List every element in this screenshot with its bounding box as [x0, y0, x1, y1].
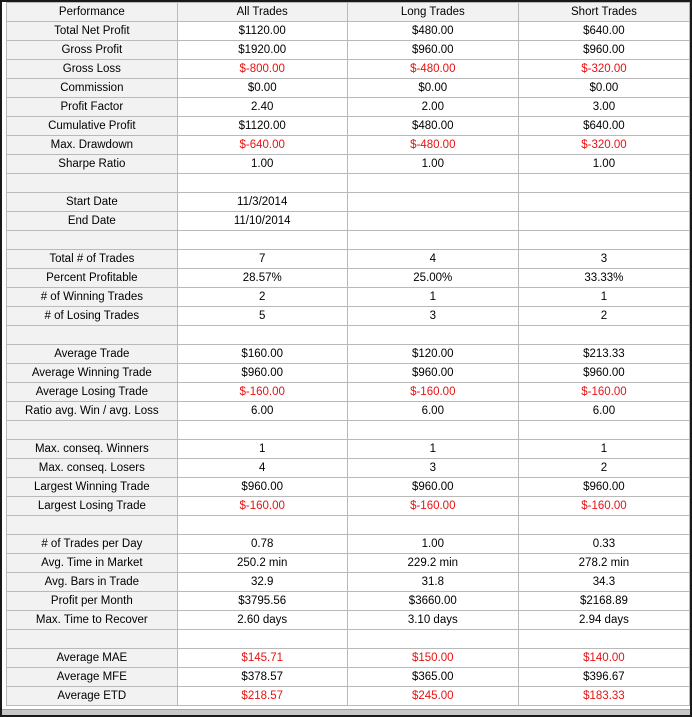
table-row[interactable]: [7, 98, 690, 117]
performance-table: [6, 2, 690, 706]
table-header-row: [7, 3, 690, 22]
cell-all-trades: $145.71: [177, 649, 347, 668]
cell-short-trades: 34.3: [518, 573, 689, 592]
table-row[interactable]: [7, 364, 690, 383]
cell-long-trades: 25.00%: [347, 269, 518, 288]
cell-all-trades: 0.78: [177, 535, 347, 554]
row-label: [7, 421, 178, 440]
cell-long-trades: $150.00: [347, 649, 518, 668]
cell-all-trades: 11/10/2014: [177, 212, 347, 231]
cell-short-trades: 6.00: [518, 402, 689, 421]
table-row[interactable]: [7, 402, 690, 421]
table-row[interactable]: [7, 611, 690, 630]
cell-short-trades: $183.33: [518, 687, 689, 706]
column-header-long-trades[interactable]: Long Trades: [347, 3, 518, 22]
cell-long-trades: $-160.00: [347, 497, 518, 516]
cell-long-trades: $120.00: [347, 345, 518, 364]
cell-short-trades: [518, 630, 689, 649]
row-label: Percent Profitable: [7, 269, 178, 288]
cell-all-trades: $378.57: [177, 668, 347, 687]
cell-all-trades: 7: [177, 250, 347, 269]
cell-all-trades: [177, 516, 347, 535]
row-label: # of Winning Trades: [7, 288, 178, 307]
cell-long-trades: 1.00: [347, 155, 518, 174]
cell-short-trades: 2.94 days: [518, 611, 689, 630]
cell-all-trades: $-800.00: [177, 60, 347, 79]
table-row[interactable]: [7, 307, 690, 326]
row-label: [7, 630, 178, 649]
cell-long-trades: $960.00: [347, 364, 518, 383]
cell-long-trades: $-480.00: [347, 136, 518, 155]
table-row[interactable]: [7, 516, 690, 535]
table-row[interactable]: [7, 22, 690, 41]
cell-short-trades: [518, 326, 689, 345]
cell-short-trades: [518, 193, 689, 212]
row-label: Profit Factor: [7, 98, 178, 117]
cell-short-trades: 278.2 min: [518, 554, 689, 573]
cell-short-trades: [518, 516, 689, 535]
cell-all-trades: 11/3/2014: [177, 193, 347, 212]
cell-long-trades: 1: [347, 288, 518, 307]
cell-all-trades: $218.57: [177, 687, 347, 706]
cell-all-trades: [177, 326, 347, 345]
table-row[interactable]: [7, 269, 690, 288]
cell-long-trades: $-480.00: [347, 60, 518, 79]
cell-short-trades: $-320.00: [518, 60, 689, 79]
cell-all-trades: 28.57%: [177, 269, 347, 288]
table-row[interactable]: [7, 687, 690, 706]
cell-long-trades: [347, 174, 518, 193]
cell-short-trades: 0.33: [518, 535, 689, 554]
cell-short-trades: $960.00: [518, 41, 689, 60]
table-row[interactable]: [7, 231, 690, 250]
cell-short-trades: $2168.89: [518, 592, 689, 611]
table-row[interactable]: [7, 345, 690, 364]
cell-all-trades: 2.60 days: [177, 611, 347, 630]
row-label: Average MFE: [7, 668, 178, 687]
cell-long-trades: 229.2 min: [347, 554, 518, 573]
cell-short-trades: $960.00: [518, 478, 689, 497]
cell-all-trades: $3795.56: [177, 592, 347, 611]
row-label: Average Trade: [7, 345, 178, 364]
cell-all-trades: $-160.00: [177, 497, 347, 516]
cell-short-trades: 3.00: [518, 98, 689, 117]
row-label: Total # of Trades: [7, 250, 178, 269]
cell-all-trades: $0.00: [177, 79, 347, 98]
table-row[interactable]: [7, 155, 690, 174]
cell-long-trades: 1: [347, 440, 518, 459]
cell-all-trades: 4: [177, 459, 347, 478]
window-bottom-edge: [2, 709, 690, 715]
row-label: Average MAE: [7, 649, 178, 668]
row-label: Average Losing Trade: [7, 383, 178, 402]
cell-long-trades: 3: [347, 307, 518, 326]
cell-short-trades: $640.00: [518, 117, 689, 136]
row-label: Avg. Time in Market: [7, 554, 178, 573]
row-label: [7, 231, 178, 250]
cell-short-trades: $640.00: [518, 22, 689, 41]
cell-short-trades: $396.67: [518, 668, 689, 687]
column-header-all-trades[interactable]: All Trades: [177, 3, 347, 22]
cell-long-trades: $245.00: [347, 687, 518, 706]
cell-short-trades: 1.00: [518, 155, 689, 174]
table-row[interactable]: [7, 535, 690, 554]
table-row[interactable]: [7, 212, 690, 231]
row-label: # of Trades per Day: [7, 535, 178, 554]
row-label: Profit per Month: [7, 592, 178, 611]
column-header-short-trades[interactable]: Short Trades: [518, 3, 689, 22]
cell-long-trades: 31.8: [347, 573, 518, 592]
cell-long-trades: [347, 630, 518, 649]
row-label: [7, 174, 178, 193]
cell-long-trades: $3660.00: [347, 592, 518, 611]
row-label: [7, 326, 178, 345]
table-row[interactable]: [7, 79, 690, 98]
table-row[interactable]: [7, 497, 690, 516]
cell-long-trades: $480.00: [347, 22, 518, 41]
row-label: Largest Losing Trade: [7, 497, 178, 516]
cell-all-trades: $1120.00: [177, 117, 347, 136]
cell-short-trades: $213.33: [518, 345, 689, 364]
cell-short-trades: $0.00: [518, 79, 689, 98]
cell-all-trades: 6.00: [177, 402, 347, 421]
cell-short-trades: $-320.00: [518, 136, 689, 155]
cell-short-trades: $-160.00: [518, 497, 689, 516]
cell-short-trades: [518, 212, 689, 231]
cell-long-trades: $960.00: [347, 41, 518, 60]
cell-long-trades: 3: [347, 459, 518, 478]
row-label: Max. conseq. Losers: [7, 459, 178, 478]
table-row[interactable]: [7, 136, 690, 155]
cell-all-trades: 2.40: [177, 98, 347, 117]
cell-long-trades: 2.00: [347, 98, 518, 117]
cell-short-trades: 1: [518, 440, 689, 459]
cell-long-trades: 1.00: [347, 535, 518, 554]
table-row[interactable]: [7, 174, 690, 193]
cell-all-trades: $-640.00: [177, 136, 347, 155]
row-label: Total Net Profit: [7, 22, 178, 41]
row-label: Max. Time to Recover: [7, 611, 178, 630]
row-label: # of Losing Trades: [7, 307, 178, 326]
table-row[interactable]: [7, 326, 690, 345]
row-label: Sharpe Ratio: [7, 155, 178, 174]
row-label: Commission: [7, 79, 178, 98]
table-row[interactable]: [7, 630, 690, 649]
cell-short-trades: [518, 174, 689, 193]
row-label: Average Winning Trade: [7, 364, 178, 383]
table-body: [7, 22, 690, 706]
cell-all-trades: $960.00: [177, 478, 347, 497]
table-row[interactable]: [7, 668, 690, 687]
table-row[interactable]: [7, 288, 690, 307]
table-row[interactable]: [7, 440, 690, 459]
table-row[interactable]: [7, 383, 690, 402]
row-label: Largest Winning Trade: [7, 478, 178, 497]
cell-all-trades: 32.9: [177, 573, 347, 592]
cell-all-trades: $1120.00: [177, 22, 347, 41]
row-label: Ratio avg. Win / avg. Loss: [7, 402, 178, 421]
row-label: Max. Drawdown: [7, 136, 178, 155]
table-row[interactable]: [7, 250, 690, 269]
cell-long-trades: [347, 231, 518, 250]
table-row[interactable]: [7, 421, 690, 440]
table-row[interactable]: [7, 554, 690, 573]
cell-short-trades: [518, 231, 689, 250]
cell-short-trades: 33.33%: [518, 269, 689, 288]
table-row[interactable]: [7, 60, 690, 79]
cell-short-trades: $960.00: [518, 364, 689, 383]
cell-long-trades: 6.00: [347, 402, 518, 421]
table-row[interactable]: [7, 573, 690, 592]
row-label: Cumulative Profit: [7, 117, 178, 136]
row-label: Gross Profit: [7, 41, 178, 60]
cell-long-trades: $-160.00: [347, 383, 518, 402]
table-row[interactable]: [7, 478, 690, 497]
row-label: Max. conseq. Winners: [7, 440, 178, 459]
cell-long-trades: [347, 193, 518, 212]
cell-all-trades: 1: [177, 440, 347, 459]
cell-long-trades: $960.00: [347, 478, 518, 497]
table-row[interactable]: [7, 592, 690, 611]
cell-long-trades: [347, 212, 518, 231]
cell-all-trades: 250.2 min: [177, 554, 347, 573]
row-label: Start Date: [7, 193, 178, 212]
cell-all-trades: $1920.00: [177, 41, 347, 60]
cell-long-trades: $365.00: [347, 668, 518, 687]
cell-long-trades: [347, 421, 518, 440]
cell-long-trades: [347, 516, 518, 535]
table-row[interactable]: [7, 193, 690, 212]
row-label: Avg. Bars in Trade: [7, 573, 178, 592]
cell-all-trades: $160.00: [177, 345, 347, 364]
cell-short-trades: [518, 421, 689, 440]
table-row[interactable]: [7, 649, 690, 668]
table-row[interactable]: [7, 117, 690, 136]
cell-short-trades: 2: [518, 307, 689, 326]
row-label: End Date: [7, 212, 178, 231]
row-label: Gross Loss: [7, 60, 178, 79]
row-label: Average ETD: [7, 687, 178, 706]
cell-short-trades: $140.00: [518, 649, 689, 668]
cell-all-trades: [177, 630, 347, 649]
table-row[interactable]: [7, 459, 690, 478]
cell-all-trades: 2: [177, 288, 347, 307]
column-header-performance[interactable]: Performance: [7, 3, 178, 22]
table-row[interactable]: [7, 41, 690, 60]
cell-long-trades: $480.00: [347, 117, 518, 136]
cell-all-trades: $-160.00: [177, 383, 347, 402]
cell-long-trades: $0.00: [347, 79, 518, 98]
cell-short-trades: 3: [518, 250, 689, 269]
cell-all-trades: 5: [177, 307, 347, 326]
cell-long-trades: [347, 326, 518, 345]
cell-all-trades: [177, 421, 347, 440]
cell-all-trades: $960.00: [177, 364, 347, 383]
cell-all-trades: [177, 231, 347, 250]
cell-short-trades: 2: [518, 459, 689, 478]
cell-all-trades: [177, 174, 347, 193]
cell-all-trades: 1.00: [177, 155, 347, 174]
cell-short-trades: 1: [518, 288, 689, 307]
row-label: [7, 516, 178, 535]
cell-short-trades: $-160.00: [518, 383, 689, 402]
cell-long-trades: 3.10 days: [347, 611, 518, 630]
cell-long-trades: 4: [347, 250, 518, 269]
